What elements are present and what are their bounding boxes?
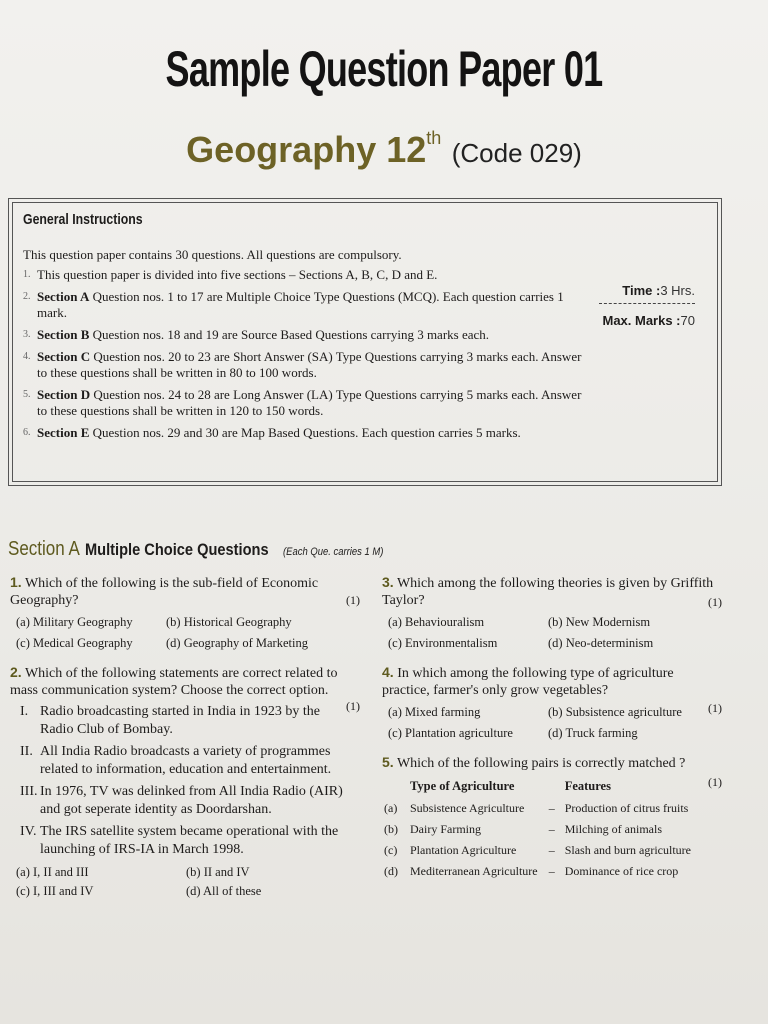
instruction-item: 3. Section B Question nos. 18 and 19 are Source Based Questions carrying 3 marks each. — [23, 327, 490, 342]
question-mark: (1) — [708, 775, 722, 789]
match-table — [382, 776, 702, 884]
subject-code: (Code 029) — [451, 138, 582, 168]
question-mark: (1) — [346, 593, 360, 607]
statement: I. Radio broadcasting started in India in 1923 by the Radio Club of Bombay. — [20, 704, 320, 737]
table-header: Features — [564, 779, 611, 793]
table-row: (a) Subsistence Agriculture – Production of citrus fruits — [384, 801, 689, 815]
statement: II. All India Radio broadcasts a variety of programmes related to information, education and entertainment. — [20, 744, 332, 777]
instruction-item: 4. Section C Question nos. 20 to 23 are Short Answer (SA) Type Questions carrying 3 marks each. Answer to these questions shall be written in 80 to 100 words. — [23, 349, 582, 380]
instructions-heading: General Instructions — [23, 211, 143, 228]
left-column — [10, 574, 360, 911]
right-column — [382, 574, 722, 894]
table-row: (d) Mediterranean Agriculture – Dominance of rice crop — [384, 864, 679, 878]
instruction-item: 5. Section D Question nos. 24 to 28 are Long Answer (LA) Type Questions carrying 5 marks each. Answer to these questions shall be written in 120 to 150 words. — [23, 387, 582, 418]
statement: IV. The IRS satellite system became operational with the launching of IRS-IA in March 1998. — [20, 824, 339, 857]
instructions-lead: This question paper contains 30 questions. All questions are compulsory. — [23, 247, 402, 262]
question-mark: (1) — [708, 701, 722, 715]
paper-title: Sample Question Paper 01 — [165, 41, 603, 97]
instructions-box — [8, 198, 722, 486]
question-5: 5. Which of the following pairs is correctly matched ? (1) Type of Agriculture Features (a) Subsistence Agriculture – Production of citrus fruits (b) Dairy Farming – Milching of animals (c) Plantation Agriculture – Slash and burn agriculture (d) Mediterranean Agriculture – Dominance of rice crop — [382, 754, 722, 884]
options: (a) Mixed farming (b) Subsistence agriculture (c) Plantation agriculture (d) Truck farming — [388, 705, 682, 740]
section-title: Multiple Choice Questions — [84, 540, 269, 559]
question-4: 4. In which among the following type of agriculture practice, farmer's only grow vegetables? (1) (a) Mixed farming (b) Subsistence agriculture (c) Plantation agriculture (d) Truck farming — [382, 664, 722, 744]
statement: III. In 1976, TV was delinked from All India Radio (AIR) and got seperate identity as Doordarshan. — [20, 784, 343, 817]
question-2: 2. Which of the following statements are correct related to mass communication system? Choose the correct option. (1) I. Radio broadcasting started in India in 1923 by the Radio Club of Bombay. II. All India Radio broadcasts a variety of programmes related to information, education and entertainment. III. In 1976, TV was delinked from All India Radio (AIR) and got seperate identity as Doordarshan. IV. The IRS satellite system became operational with the launching of IRS-IA in March 1998. (a) I, II and III (b) II and IV (c) I, III and IV (d) All of these — [10, 664, 360, 901]
options: (a) Behaviouralism (b) New Modernism (c) Environmentalism (d) Neo-determinism — [388, 615, 654, 650]
marks-row: Max. Marks :70 — [602, 313, 695, 328]
subject-superscript: th — [426, 128, 442, 148]
subject-line — [0, 128, 768, 171]
time-marks-block — [599, 283, 695, 328]
question-1: 1. Which of the following is the sub-field of Economic Geography? (1) (a) Military Geography (b) Historical Geography (c) Medical Geography (d) Geography of Marketing — [10, 574, 360, 654]
options: (a) Military Geography (b) Historical Geography (c) Medical Geography (d) Geography of Marketing — [16, 615, 308, 650]
section-name: Section A — [8, 538, 80, 560]
options: (a) I, II and III (b) II and IV (c) I, III and IV (d) All of these — [16, 865, 262, 898]
section-note: (Each Que. carries 1 M) — [282, 546, 384, 558]
subject-name: Geography 12 — [186, 129, 427, 170]
table-header: Type of Agriculture — [410, 779, 515, 793]
question-mark: (1) — [346, 699, 360, 713]
instruction-item: 2. Section A Question nos. 1 to 17 are Multiple Choice Type Questions (MCQ). Each question carries 1 mark. — [23, 289, 564, 320]
instruction-item: 6. Section E Question nos. 29 and 30 are Map Based Questions. Each question carries 5 marks. — [23, 425, 521, 440]
table-row: (c) Plantation Agriculture – Slash and burn agriculture — [384, 843, 691, 857]
instruction-item: 1. This question paper is divided into five sections – Sections A, B, C, D and E. — [23, 267, 438, 282]
question-mark: (1) — [708, 595, 722, 609]
instructions-list — [23, 267, 583, 447]
section-heading — [8, 538, 400, 561]
question-3: 3. Which among the following theories is given by Griffith Taylor? (1) (a) Behaviouralism (b) New Modernism (c) Environmentalism (d) Neo-determinism — [382, 574, 722, 654]
table-row: (b) Dairy Farming – Milching of animals — [384, 822, 663, 836]
time-row: Time :3 Hrs. — [599, 283, 695, 304]
